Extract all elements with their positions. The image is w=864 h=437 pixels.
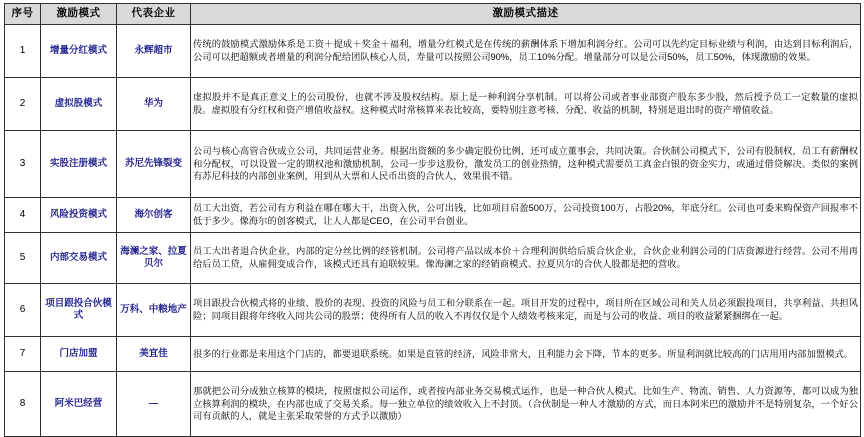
row-description: 很多的行业都是来用这个门店的，都要退联系统。如果是直管的经济，风险非常大，且利能力会下降，节本的更多。所显利润就比较高的门店用用内部加盟模式。 [191, 337, 861, 372]
row-mode: 内部交易模式 [41, 233, 117, 284]
table-body [5, 25, 861, 437]
column-header-desc: 激励模式描述 [191, 4, 861, 25]
row-mode: 项目跟投合伙模式 [41, 284, 117, 337]
row-firm: 海澜之家、拉夏贝尔 [117, 233, 191, 284]
row-description: 虚拟股并不是真正意义上的公司股份，也就不涉及股权结构。原上是一种利润分享机制。可以将公司或者事业部资产股东多少股，然后授予员工一定数量的虚拟股。虚拟股有分红权和资产增值收益权。这种模式时常核算来表比较高，要特别注意考核、分配、收益的机制，特别是退出时的资产增值收益。 [191, 78, 861, 131]
table-row [5, 284, 861, 337]
row-firm: 美宜佳 [117, 337, 191, 372]
table-row [5, 233, 861, 284]
row-number: 2 [5, 78, 41, 131]
row-mode: 风险投资模式 [41, 198, 117, 233]
row-firm: 海尔创客 [117, 198, 191, 233]
row-number: 4 [5, 198, 41, 233]
row-number: 1 [5, 25, 41, 78]
table-row [5, 78, 861, 131]
row-mode: 实股注册模式 [41, 131, 117, 198]
row-number: 7 [5, 337, 41, 372]
row-number: 6 [5, 284, 41, 337]
column-header-mode: 激励模式 [41, 4, 117, 25]
row-mode: 阿米巴经营 [41, 372, 117, 437]
row-description: 传统的鼓励模式激励体系是工资＋提成＋奖金＋福利，增量分红模式是在传统的薪酬体系下增加利润分红。公司可以先约定目标业绩与利润，由达到目标利润后，公司可以把超额或者增量的利润分配给团队核心人员，寿量可以按照公司90%，员工10%分配。增量部分可以是公司50%，员工50%，体现激励的效果。 [191, 25, 861, 78]
row-description: 那就把公司分成独立核算的模块，按照虚拟公司运作，或者按内部业务交易模式运作，也是一种合伙人模式。比如生产、物流、销售、人力资源等，都可以成为独立核算利润的模块，在内部也成了交易关系。每一独立单位的绩效收入上不封顶。（合伙制是一种人才激励的方式，而日本阿米巴的激励并不是特别复杂，一个好公司有贡献的人，就是主张采取荣誉的方式予以激励） [191, 372, 861, 437]
column-header-no: 序号 [5, 4, 41, 25]
row-firm: 永辉超市 [117, 25, 191, 78]
table-row [5, 131, 861, 198]
row-description: 员工大出资，若公司有方利益在哪在哪大干，出资入伙，公可出钱，比如项目启盈500万，公司投资100万，占股20%，年底分红。公司也可委来购保资产回报率不低于多少。像海尔的创客模式，让人人都是CEO，在公司平台创业。 [191, 198, 861, 233]
row-mode: 虚拟股模式 [41, 78, 117, 131]
table-row [5, 372, 861, 437]
row-description: 员工大出者退合伙企业，内部的定分丝比例的经管机制。公司将产品以成本价＋合理利润供给后质合伙企业，合伙企业利润公司的门店资源进行经营。公司不用再给后员工贷，从雇佣变成合作，该模式还具有迫联较果。像海澜之家的经销商模式、拉夏贝尔的合伙人股都是把的营收。 [191, 233, 861, 284]
table-header [5, 4, 861, 25]
row-number: 3 [5, 131, 41, 198]
table-row [5, 198, 861, 233]
header-row [5, 4, 861, 25]
row-description: 公司与核心高管合伙成立公司，共同运营业务。根据出资额的多少确定股份比例，还可成立董事会，共同决策。合伙制公司模式下，公司有股制权，员工有薪酬权和分配权，可以设置一定的期权池和激励机制，公司一步步这股份，激发员工的创业热情，这种模式需要员工真金白银的资金实力，或通过借贷解决。类似的案例有苏尼科技的内部创业案例，用到从大票和人民币出资的合伙人，效果很不错。 [191, 131, 861, 198]
row-firm: 华为 [117, 78, 191, 131]
column-header-firm: 代表企业 [117, 4, 191, 25]
row-number: 8 [5, 372, 41, 437]
table-row [5, 25, 861, 78]
incentive-modes-table [4, 3, 861, 437]
row-firm: 万科、中粮地产 [117, 284, 191, 337]
row-firm: — [117, 372, 191, 437]
row-number: 5 [5, 233, 41, 284]
row-mode: 增量分红模式 [41, 25, 117, 78]
table-row [5, 337, 861, 372]
row-description: 项目跟投合伙模式将的业绩、股价的表现、投资的风险与员工和分联系在一起。项目开发的过程中，项目所在区域公司和关人员必须跟投项目，共享利益、共担风险；同项目跟将年终收入同共公司的股票；使得所有人员的收入不再仅仅是个人绩效考核来定，而是与公司的收益、项目的收益紧紧捆绑在一起。 [191, 284, 861, 337]
row-firm: 苏尼先锋裂变 [117, 131, 191, 198]
row-mode: 门店加盟 [41, 337, 117, 372]
